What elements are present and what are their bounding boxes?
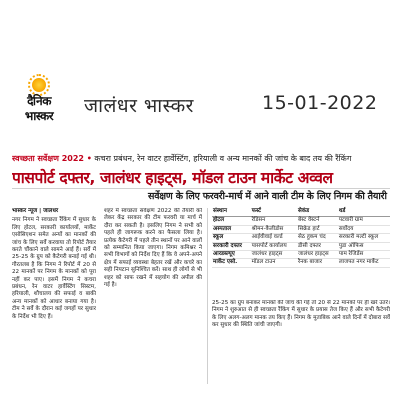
table-cell: श्रीमन-कैलीडोस — [251, 225, 297, 233]
table-header: सेकंड — [297, 208, 338, 217]
headline: पासपोर्ट दफ्तर, जालंधर हाइट्स, मॉडल टाउन मार्केट अव्वल — [12, 169, 333, 187]
table-cell: सेठ हुकम चंद — [297, 234, 338, 242]
kicker-text: कचरा प्रबंधन, रेन वाटर हार्वेस्टिंग, हरियाली व अन्य मानकों की जांच के बाद तय की रैंकिंग — [91, 154, 352, 163]
logo-line-1: दैनिक — [27, 94, 51, 108]
publication-date: 15-01-2022 — [262, 92, 378, 114]
table-cell: पासपोर्ट कार्यालय — [251, 242, 297, 250]
table-cell: पाम रेजिडेंस — [338, 251, 390, 259]
table-row — [212, 234, 390, 242]
table-header: थर्ड — [338, 208, 390, 217]
article-column-3 — [212, 300, 390, 384]
table-cell: सिक्रेड हार्ट — [297, 225, 338, 233]
table-cell-category: अस्पताल — [212, 225, 251, 233]
table-cell: जालंधर हाइट्स — [297, 251, 338, 259]
byline: भास्कर न्यूज | जालंधर — [12, 208, 59, 214]
table-cell: पटवारी ग्राम — [338, 217, 390, 225]
kicker-line — [12, 152, 390, 166]
table-cell-category: स्कूल — [212, 234, 251, 242]
column-2-text: शहर में स्वच्छता सर्वेक्षण 2022 की तैयारी को लेकर केंद्र सरकार की टीम फरवरी या मार्च में दौरा कर सकती है। इसलिए निगम ने सभी को पहले ही जागरूक करने का फैसला लिया है। प्रत्येक कैटेगरी में पहले तीन स्थानों पर आने वालों को सम्मानित किया जाएगा। निगम कमिश्नर ने सभी विभागों को निर्देश दिए हैं कि वे अपने-अपने क्षेत्र में सफाई व्यवस्था बेहतर रखें और कचरे का सही निपटान सुनिश्चित करें। साथ ही लोगों से भी शहर को साफ रखने में सहयोग की अपील की गई है। — [104, 208, 202, 289]
table-cell: सर्वोदय — [338, 225, 390, 233]
table-cell: आईवीवाई वर्ल्ड — [251, 234, 297, 242]
table-cell: रेडिसन — [251, 217, 297, 225]
table-cell-category: आरडब्ल्यूए — [212, 251, 251, 259]
table-header-row — [212, 208, 390, 217]
table-cell: मॉडल टाउन — [251, 259, 297, 267]
kicker-label: स्वच्छता सर्वेक्षण 2022 • — [12, 154, 92, 163]
table-row — [212, 217, 390, 225]
table-cell-category: मार्केट एसो. — [212, 259, 251, 267]
table-cell: पुडा ऑफिस — [338, 242, 390, 250]
table-cell: जालंधर हाइट्स — [251, 251, 297, 259]
table-cell: डीसी दफ्तर — [297, 242, 338, 250]
table-row — [212, 251, 390, 259]
column-divider — [207, 208, 208, 384]
publication-name: जालंधर भास्कर — [84, 95, 194, 117]
table-row — [212, 259, 390, 267]
table-cell-category: सरकारी दफ्तर — [212, 242, 251, 250]
table-cell: बेस्ट वेस्टर्न — [297, 217, 338, 225]
article-column-2 — [104, 208, 202, 384]
ranking-table — [212, 208, 390, 268]
article-column-1 — [12, 208, 96, 384]
subheadline: सर्वेक्षण के लिए फरवरी-मार्च में आने वाली टीम के लिए निगम की तैयारी — [148, 191, 387, 202]
table-cell: लाजपत नगर मार्केट — [338, 259, 390, 267]
news-clipping — [12, 152, 390, 386]
table-header: फर्स्ट — [251, 208, 297, 217]
column-1-text: नगर निगम ने स्वच्छता रैंकिंग में सुधार के लिए होटल, सरकारी कार्यालयों, मार्केट एसोसिएशन समेत अन्यों का मानकों की जांच के लिए सर्वे करवाया तो रिपोर्ट तैयार करते चौंकाने वाले सामने आई हैं। सर्वे में 25-25 के ग्रुप को कैटेगरी बनाई गई थी। गौरतलब है कि निगम ने रिपोर्ट में 20 से 22 मानकों पर निगम के मानकों को पूरा नहीं कर पाए। इसमें निगम ने कचरा प्रबंधन, रेन वाटर हार्वेस्टिंग सिस्टम, हरियाली, शौचालय की सफाई व बाकी अन्य मानकों को आधार बनाया गया है। टीम ने सर्वे के दौरान कई जगहों पर सुधार के निर्देश भी दिए हैं। — [12, 217, 96, 320]
table-cell: सरकारी मल्टी स्कूल — [338, 234, 390, 242]
table-row — [212, 225, 390, 233]
sun-icon — [32, 78, 46, 92]
column-3-text: 25-25 का ग्रुप बनाकर मानकों की जांच की गई तो 20 से 22 मानकों पर ही खरे उतरे। निगम ने शुरुआत से ही स्वच्छता रैंकिंग में सुधार के प्रयास तेज किए हैं और सभी कैटेगरी के लिए अलग-अलग मानक तय किए हैं। निगम के मुताबिक आने वाले दिनों में दोबारा सर्वे कर सुधार की स्थिति जांची जाएगी। — [212, 300, 390, 329]
masthead — [0, 0, 400, 130]
table-cell: रैनक बाजार — [297, 259, 338, 267]
table-cell-category: होटल — [212, 217, 251, 225]
logo-line-2: भास्कर — [24, 109, 54, 123]
table-header: संस्थान — [212, 208, 251, 217]
table-row — [212, 242, 390, 250]
headline-divider — [12, 188, 390, 189]
dainik-bhaskar-logo — [14, 78, 64, 128]
